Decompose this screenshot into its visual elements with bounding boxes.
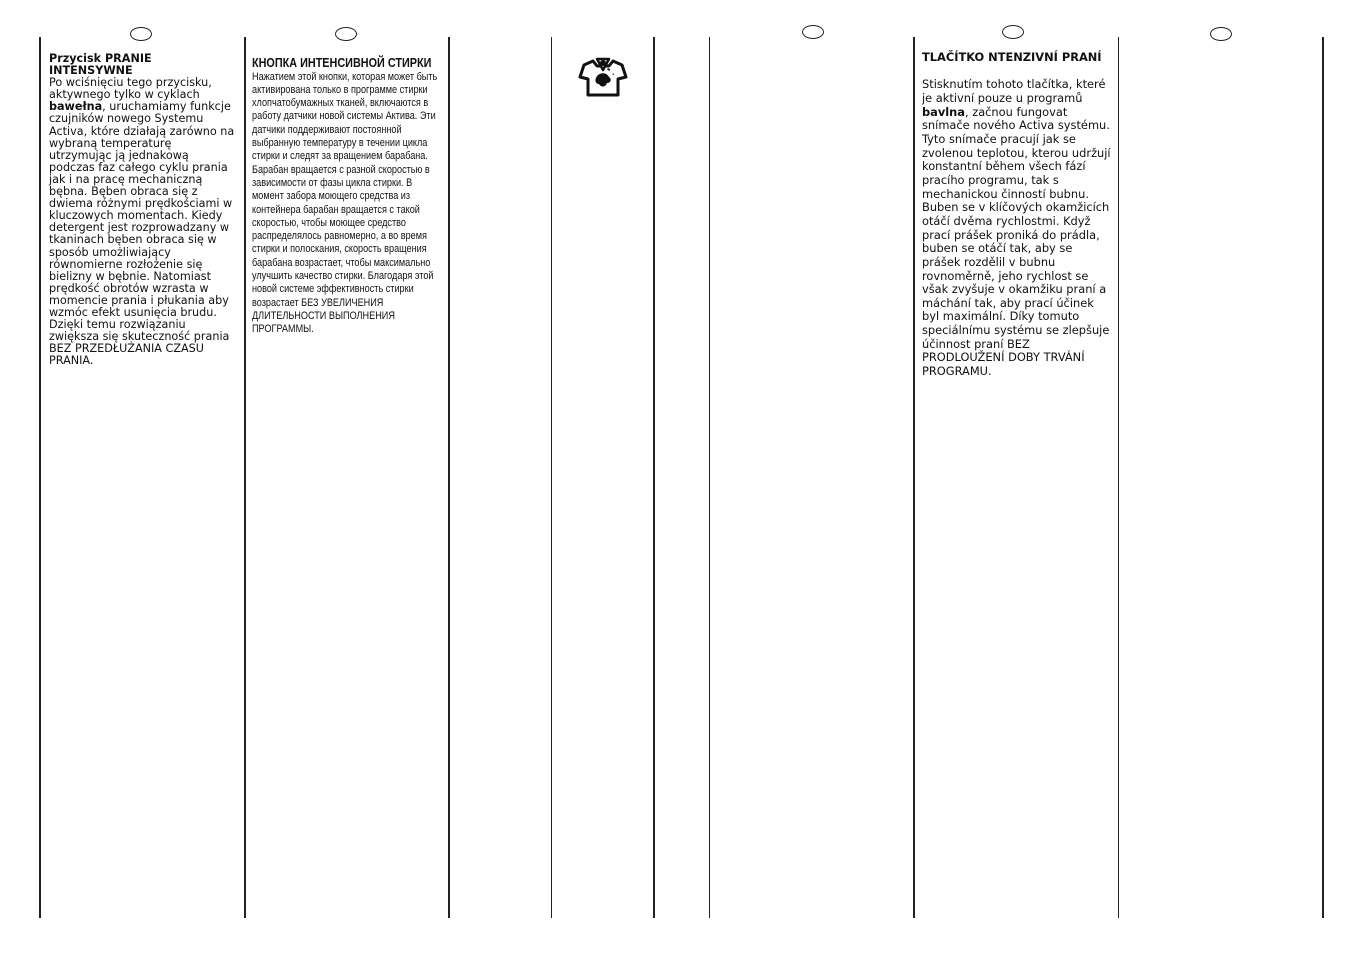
column-divider: [244, 37, 246, 918]
language-marker-icon: [1002, 25, 1024, 39]
pl-bold-word: bawełna: [49, 100, 103, 114]
language-marker-icon: [335, 27, 357, 41]
czech-column: [922, 51, 1112, 379]
column-divider: [448, 37, 450, 918]
column-divider: [653, 37, 655, 918]
column-divider: [913, 37, 915, 918]
cz-bold-word: bavlna: [922, 104, 965, 119]
cz-paragraph: [922, 78, 1112, 378]
ru-paragraph-2: Барабан вращается с разной скоростью в зависимости от фазы цикла стирки. В момент забора моющего средства из контейнера барабан вращается с такой скоростью, чтобы моющее средство распределялось равномерно, а во время стирки и полоскания, скорость вращения барабана возрастает, чтобы максимально улучшить качество стирки. Благодаря этой новой системе эффективность стирки возрастает БЕЗ УВЕЛИЧЕНИЯ ДЛИТЕЛЬНОСТИ ВЫПОЛНЕНИЯ ПРОГРАММЫ.: [252, 163, 434, 336]
pl-heading-title: PRANIE INTENSYWNE: [49, 52, 152, 78]
column-divider: [1322, 37, 1324, 918]
russian-column: [252, 57, 439, 337]
pl-paragraph: [49, 77, 235, 319]
cz-spacer: [922, 65, 1112, 79]
polish-column: [49, 53, 235, 367]
shirt-with-stain-icon: [578, 57, 628, 99]
column-divider: [551, 37, 552, 918]
pl-text-2: , uruchamiamy funkcje czujników nowego Systemu Activa, które działają zarówno na wybraną temperaturę utrzymując ją jednakową podczas faz całego cyklu prania jak i na pracę mechaniczną bębna. Bęben obraca się z dwiema różnymi prędkościami w kluczowych momentach. Kiedy detergent jest rozprowadzany w tkaninach bęben obraca się w sposób umożliwiający równomierne rozłożenie się bielizny w bębnie. Natomiast prędkość obrotów wzrasta w momencie prania i płukania aby wzmóc efekt usunięcia brudu.: [49, 100, 235, 319]
pl-heading-prefix: Przycisk: [49, 52, 105, 65]
column-divider: [39, 37, 41, 918]
language-marker-icon: [1210, 27, 1232, 41]
column-divider: [709, 37, 710, 918]
cz-text-2: , začnou fungovat snímače nového Activa systému. Tyto snímače pracují jak se zvolenou teplotou, kterou udržují konstantní během všech fází pracího programu, tak s mechanickou činností bubnu. Buben se v klíčových okamžicích otáčí dvěma rychlostmi. Když prací prášek proniká do prádla, buben se otáčí tak, aby se prášek rozdělil v bubnu rovnoměrně, jeho rychlost se však zvyšuje v okamžiku praní a máchání tak, aby prací účinek byl maximální. Díky tomuto speciálnímu systému se zlepšuje účinnost praní BEZ PRODLOUŽENÍ DOBY TRVÁNÍ PROGRAMU.: [922, 104, 1111, 379]
pl-heading: [49, 53, 235, 77]
pl-conclusion: Dzięki temu rozwiązaniu zwiększa się skuteczność prania BEZ PRZEDŁUŻANIA CZASU PRANIA.: [49, 318, 230, 368]
cz-heading: TLAČÍTKO NTENZIVNÍ PRANÍ: [922, 50, 1102, 64]
pl-text-1: Po wciśnięciu tego przycisku, aktywnego tylko w cyklach: [49, 76, 212, 102]
column-divider: [1118, 37, 1119, 918]
ru-paragraph-1: Нажатием этой кнопки, которая может быть активирована только в программе стирки хлопчатобумажных тканей, включаются в работу датчики новой системы Актива. Эти датчики поддерживают постоянной выбранную температуру в течении цикла стирки и следят за вращением барабана.: [252, 70, 438, 163]
cz-text-1: Stisknutím tohoto tlačítka, které je aktivní pouze u programů: [922, 77, 1106, 105]
language-marker-icon: [130, 27, 152, 41]
ru-heading: КНОПКА ИНТЕНСИВНОЙ СТИРКИ: [252, 56, 432, 70]
language-marker-icon: [802, 25, 824, 39]
